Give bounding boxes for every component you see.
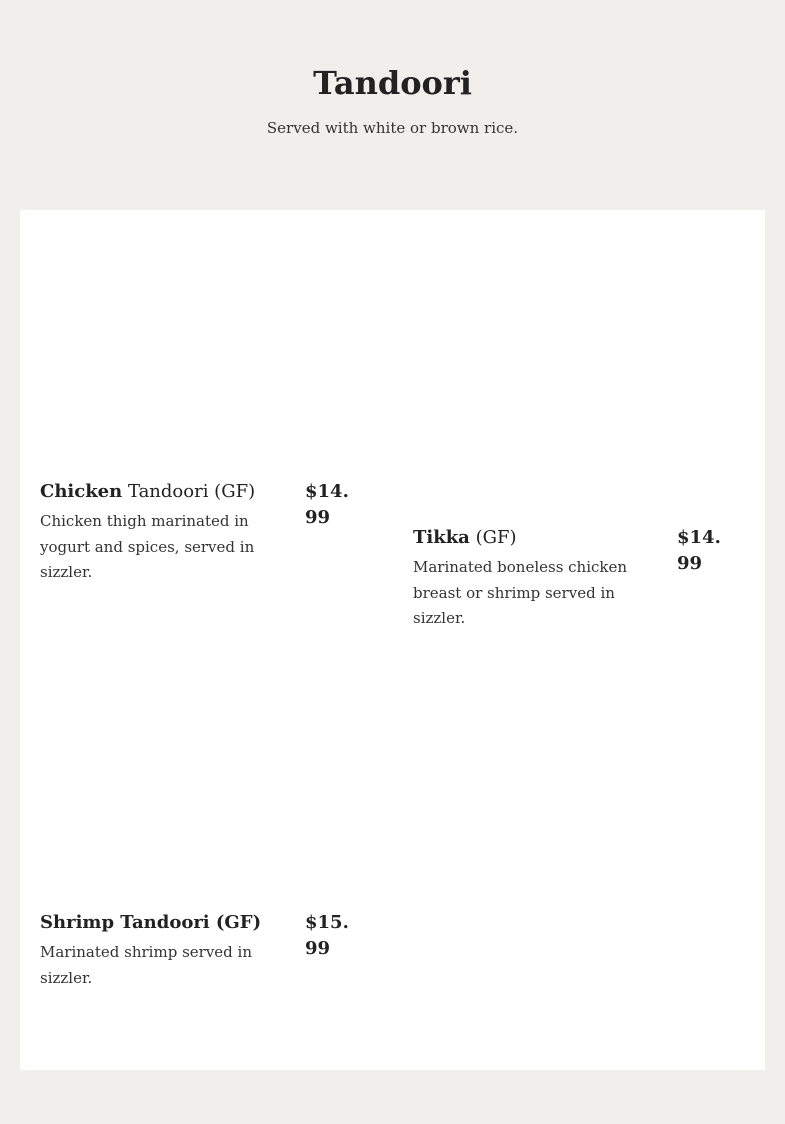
section-title: Tandoori [313, 64, 472, 102]
item-name [40, 479, 290, 505]
menu-item-chicken-tandoori [40, 479, 380, 589]
section-subtitle: Served with white or brown rice. [266, 119, 519, 137]
item-name-bold: Chicken [40, 481, 123, 502]
item-name-bold: Tikka [413, 527, 470, 548]
menu-item-tikka [413, 525, 753, 635]
menu-item-shrimp-tandoori [40, 910, 380, 990]
item-description: Marinated shrimp served in sizzler. [40, 943, 252, 987]
item-name [40, 910, 290, 936]
item-price: $14.99 [677, 527, 721, 574]
section-header [0, 62, 785, 138]
item-name [413, 525, 663, 551]
item-description: Chicken thigh marinated in yogurt and spices, served in sizzler. [40, 512, 255, 581]
item-description: Marinated boneless chicken breast or shrimp served in sizzler. [413, 558, 628, 627]
item-name-bold: Shrimp Tandoori (GF) [40, 912, 262, 933]
item-name-rest: Tandoori (GF) [127, 481, 256, 502]
item-price: $14.99 [305, 481, 349, 528]
item-price: $15.99 [305, 912, 349, 959]
menu-panel [20, 210, 765, 1070]
item-name-rest: (GF) [475, 527, 517, 548]
